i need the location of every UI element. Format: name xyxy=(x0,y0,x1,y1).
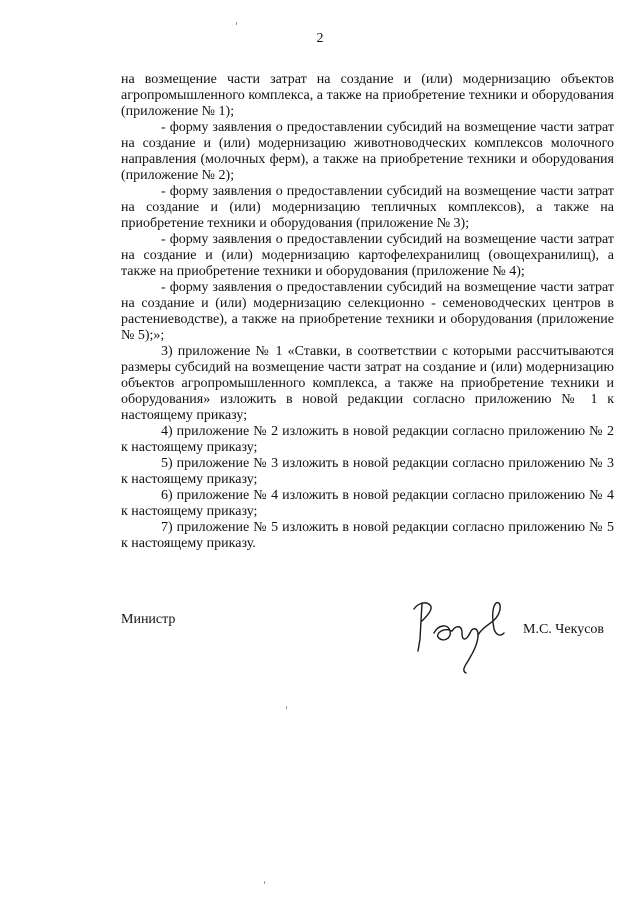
paragraph-item-7: 7) приложение № 5 изложить в новой редакции согласно приложению № 5 к настоящему приказу. xyxy=(121,520,614,551)
paragraph-intro-continuation: на возмещение части затрат на создание и (или) модернизацию объектов агропромышленного комплекса, а также на приобретение техники и оборудования (приложение № 1); xyxy=(121,72,614,119)
signatory-name: М.С. Чекусов xyxy=(523,622,605,637)
paragraph-item-4: 4) приложение № 2 изложить в новой редакции согласно приложению № 2 к настоящему приказу; xyxy=(121,424,614,455)
scan-speck xyxy=(264,881,265,884)
handwritten-signature xyxy=(404,595,524,675)
paragraph-item-3: 3) приложение № 1 «Ставки, в соответствии с которыми рассчитываются размеры субсидий на возмещение части затрат на создание и (или) модернизацию объектов агропромышленного комплекса, а также на приобретение техники и оборудования» изложить в новой редакции согласно приложению № 1 к настоящему приказу; xyxy=(121,344,614,423)
scan-speck xyxy=(286,706,287,709)
paragraph-form-appendix-3: - форму заявления о предоставлении субсидий на возмещение части затрат на создание и (или) модернизацию тепличных комплексов), а также на приобретение техники и оборудования (приложение № 3); xyxy=(121,184,614,231)
paragraph-form-appendix-4: - форму заявления о предоставлении субсидий на возмещение части затрат на создание и (или) модернизацию картофелехранилищ (овощехранилищ), а также на приобретение техники и оборудования (приложение № 4); xyxy=(121,232,614,279)
signature-block xyxy=(121,612,614,672)
paragraph-form-appendix-5: - форму заявления о предоставлении субсидий на возмещение части затрат на создание и (или) модернизацию селекционно - семеноводческих центров в растениеводстве), а также на приобретение техники и оборудования (приложение № 5);»; xyxy=(121,280,614,343)
paragraph-form-appendix-2: - форму заявления о предоставлении субсидий на возмещение части затрат на создание и (или) модернизацию животноводческих комплексов молочного направления (молочных ферм), а также на приобретение техники и оборудования (приложение № 2); xyxy=(121,120,614,183)
paragraph-item-6: 6) приложение № 4 изложить в новой редакции согласно приложению № 4 к настоящему приказу; xyxy=(121,488,614,519)
scan-speck xyxy=(236,22,237,25)
paragraph-item-5: 5) приложение № 3 изложить в новой редакции согласно приложению № 3 к настоящему приказу; xyxy=(121,456,614,487)
document-body xyxy=(121,72,614,552)
page-number: 2 xyxy=(316,31,324,46)
signatory-position: Министр xyxy=(121,612,176,627)
